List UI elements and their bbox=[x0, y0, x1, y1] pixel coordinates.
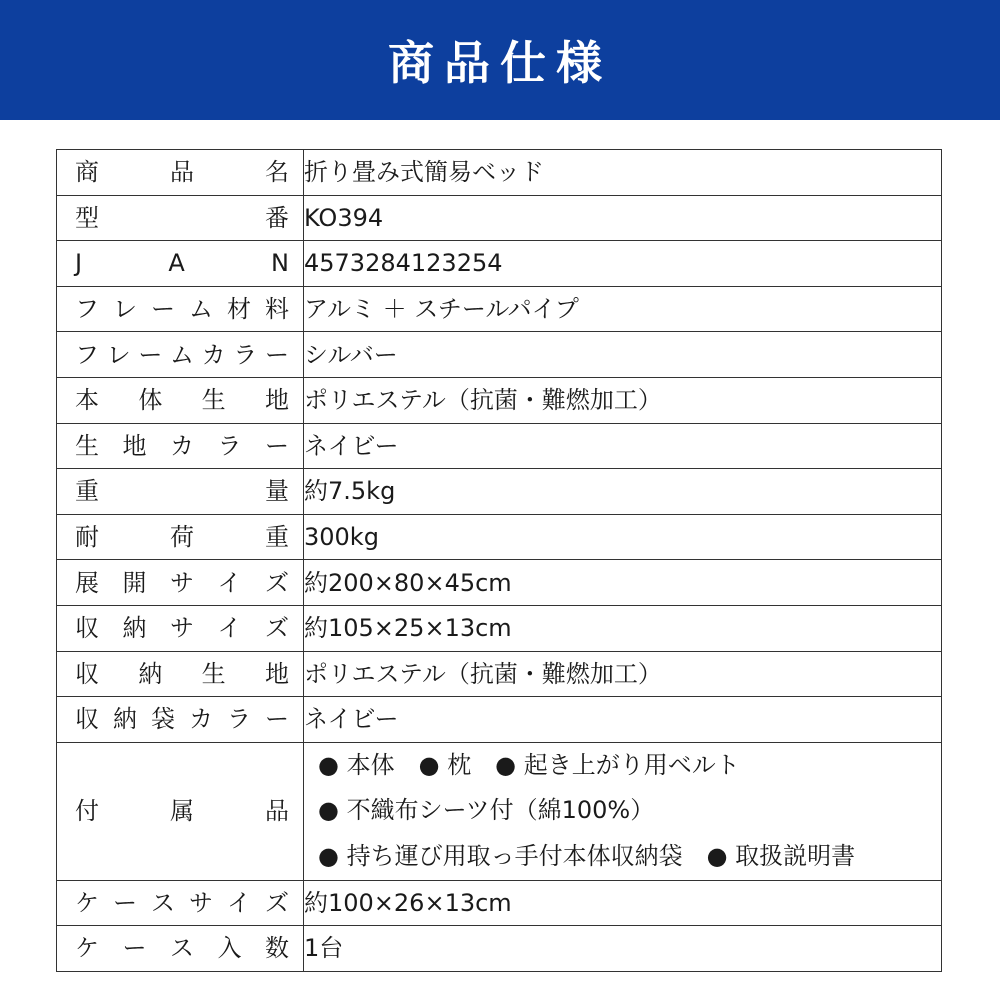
spec-row bbox=[57, 150, 942, 196]
spec-label-char: ラ bbox=[227, 705, 251, 734]
spec-row bbox=[57, 560, 942, 606]
spec-label-char: ム bbox=[169, 340, 194, 369]
spec-label-char: ー bbox=[138, 340, 163, 369]
spec-value bbox=[304, 241, 942, 287]
spec-label-char: サ bbox=[170, 568, 194, 597]
spec-label-char: 納 bbox=[113, 705, 137, 734]
spec-label-text bbox=[57, 477, 303, 506]
spec-value-text: 約200×80×45cm bbox=[304, 568, 512, 597]
spec-label-char: 重 bbox=[75, 477, 99, 506]
spec-value bbox=[304, 423, 942, 469]
spec-row bbox=[57, 651, 942, 697]
spec-label-char: 耐 bbox=[75, 523, 99, 552]
spec-label-char: 展 bbox=[75, 568, 99, 597]
spec-label-char: ス bbox=[151, 888, 175, 917]
spec-row-accessories bbox=[57, 742, 942, 880]
spec-row bbox=[57, 377, 942, 423]
spec-label-char: 番 bbox=[265, 203, 289, 232]
spec-label-char: フ bbox=[75, 340, 99, 369]
spec-label-char: カ bbox=[201, 340, 226, 369]
spec-label-char: 生 bbox=[75, 431, 99, 460]
spec-label-char: 数 bbox=[265, 934, 289, 963]
spec-label-char: カ bbox=[189, 705, 213, 734]
spec-row bbox=[57, 332, 942, 378]
spec-value bbox=[304, 880, 942, 926]
spec-label-char: 地 bbox=[122, 431, 147, 460]
spec-label bbox=[57, 469, 304, 515]
spec-value bbox=[304, 332, 942, 378]
spec-label-char: サ bbox=[170, 614, 194, 643]
spec-value bbox=[304, 697, 942, 743]
spec-label-char: N bbox=[271, 249, 289, 278]
spec-label-char: 生 bbox=[201, 386, 226, 415]
spec-label-char: 地 bbox=[264, 659, 289, 688]
spec-label-char: ラ bbox=[217, 431, 242, 460]
spec-table bbox=[56, 149, 942, 972]
spec-row bbox=[57, 880, 942, 926]
spec-label-char: 商 bbox=[75, 158, 99, 187]
header-banner bbox=[0, 0, 1000, 120]
spec-label-text bbox=[57, 659, 303, 688]
spec-value-text: ポリエステル（抗菌・難燃加工） bbox=[304, 659, 662, 688]
spec-label-text bbox=[57, 203, 303, 232]
spec-label bbox=[57, 514, 304, 560]
spec-label bbox=[57, 286, 304, 332]
accessory-line: ● 不織布シーツ付（綿100%） bbox=[318, 796, 655, 825]
spec-label-char: フ bbox=[75, 295, 99, 324]
spec-label-char: ム bbox=[189, 295, 213, 324]
spec-label-text bbox=[57, 568, 303, 597]
spec-label bbox=[57, 926, 304, 972]
spec-label-char: ズ bbox=[265, 568, 289, 597]
spec-label-char: 量 bbox=[265, 477, 289, 506]
spec-label bbox=[57, 605, 304, 651]
spec-value bbox=[304, 514, 942, 560]
spec-label bbox=[57, 241, 304, 287]
spec-label-char: 本 bbox=[75, 386, 99, 415]
spec-value bbox=[304, 377, 942, 423]
spec-label-char: ス bbox=[170, 934, 194, 963]
spec-label-text bbox=[57, 431, 303, 460]
spec-label-char: 材 bbox=[227, 295, 251, 324]
spec-value-text: ネイビー bbox=[304, 705, 399, 734]
spec-value-text: 約7.5kg bbox=[304, 477, 396, 506]
spec-value-text: 折り畳み式簡易ベッド bbox=[304, 158, 544, 187]
spec-label-char: 名 bbox=[265, 158, 289, 187]
spec-value bbox=[304, 286, 942, 332]
spec-label bbox=[57, 150, 304, 196]
spec-value-text: 約105×25×13cm bbox=[304, 614, 512, 643]
spec-label bbox=[57, 651, 304, 697]
spec-value bbox=[304, 150, 942, 196]
spec-label-char: 生 bbox=[201, 659, 226, 688]
spec-label-char: 開 bbox=[122, 568, 147, 597]
spec-row bbox=[57, 605, 942, 651]
page-title: 商品仕様 bbox=[388, 36, 612, 90]
spec-label bbox=[57, 742, 304, 880]
spec-value-text: アルミ ＋ スチールパイプ bbox=[304, 295, 579, 324]
spec-label-char: 納 bbox=[122, 614, 147, 643]
spec-label-text bbox=[57, 614, 303, 643]
spec-value bbox=[304, 469, 942, 515]
spec-value-text: 1台 bbox=[304, 934, 344, 963]
spec-label-text bbox=[57, 158, 303, 187]
spec-label-char: 荷 bbox=[170, 523, 194, 552]
spec-value-text: 300kg bbox=[304, 523, 379, 552]
spec-label-char: 重 bbox=[265, 523, 289, 552]
spec-value-text: KO394 bbox=[304, 203, 384, 232]
spec-label-char: ズ bbox=[265, 614, 289, 643]
spec-label-text bbox=[57, 249, 303, 278]
spec-label-char: ー bbox=[265, 431, 289, 460]
spec-label-char: 収 bbox=[75, 659, 99, 688]
spec-label-char: 地 bbox=[264, 386, 289, 415]
spec-label-text bbox=[57, 295, 303, 324]
spec-label-char: 付 bbox=[75, 797, 99, 826]
spec-label bbox=[57, 423, 304, 469]
spec-label-char: レ bbox=[106, 340, 131, 369]
spec-label bbox=[57, 332, 304, 378]
spec-label-char: 属 bbox=[170, 797, 194, 826]
accessory-line: ● 本体 ● 枕 ● 起き上がり用ベルト bbox=[318, 750, 740, 779]
spec-label-char: 納 bbox=[138, 659, 163, 688]
spec-label-char: カ bbox=[170, 431, 194, 460]
spec-value bbox=[304, 195, 942, 241]
spec-label-text bbox=[57, 888, 303, 917]
spec-label bbox=[57, 560, 304, 606]
spec-value-text: ネイビー bbox=[304, 431, 399, 460]
spec-row bbox=[57, 241, 942, 287]
spec-row bbox=[57, 195, 942, 241]
spec-row bbox=[57, 469, 942, 515]
spec-label bbox=[57, 697, 304, 743]
spec-row bbox=[57, 286, 942, 332]
spec-label-char: 収 bbox=[75, 614, 99, 643]
spec-label-char: 袋 bbox=[151, 705, 175, 734]
spec-label-text bbox=[57, 705, 303, 734]
spec-label-text bbox=[57, 340, 303, 369]
spec-label-char: ラ bbox=[233, 340, 258, 369]
spec-label-char: ケ bbox=[75, 934, 99, 963]
spec-label-text bbox=[57, 386, 303, 415]
spec-label-char: 収 bbox=[75, 705, 99, 734]
spec-label-char: イ bbox=[227, 888, 251, 917]
spec-row bbox=[57, 423, 942, 469]
spec-label-char: レ bbox=[113, 295, 137, 324]
spec-label-text bbox=[57, 934, 303, 963]
spec-value bbox=[304, 560, 942, 606]
spec-label-char: ー bbox=[151, 295, 175, 324]
spec-label bbox=[57, 195, 304, 241]
spec-value bbox=[304, 926, 942, 972]
spec-label-char: 品 bbox=[265, 797, 289, 826]
spec-label-char: 入 bbox=[217, 934, 242, 963]
spec-label-text bbox=[57, 523, 303, 552]
spec-label bbox=[57, 377, 304, 423]
spec-label-text bbox=[57, 797, 303, 826]
spec-value-text: シルバー bbox=[304, 340, 398, 369]
spec-row bbox=[57, 697, 942, 743]
spec-value bbox=[304, 651, 942, 697]
spec-label-char: ー bbox=[265, 705, 289, 734]
spec-label-char: A bbox=[168, 249, 185, 278]
spec-label bbox=[57, 880, 304, 926]
spec-label-char: 型 bbox=[75, 203, 99, 232]
accessory-line: ● 持ち運び用取っ手付本体収納袋 ● 取扱説明書 bbox=[318, 841, 856, 870]
spec-value-text: 約100×26×13cm bbox=[304, 888, 512, 917]
spec-label-char: J bbox=[75, 249, 83, 278]
spec-label-char: 料 bbox=[265, 295, 289, 324]
spec-row bbox=[57, 926, 942, 972]
spec-label-char: イ bbox=[217, 568, 242, 597]
spec-label-char: 品 bbox=[170, 158, 194, 187]
spec-label-char: ズ bbox=[265, 888, 289, 917]
spec-value-text: ポリエステル（抗菌・難燃加工） bbox=[304, 386, 662, 415]
spec-label-char: イ bbox=[217, 614, 242, 643]
spec-label-char: ー bbox=[264, 340, 289, 369]
spec-row bbox=[57, 514, 942, 560]
spec-value bbox=[304, 605, 942, 651]
accessories-list bbox=[304, 742, 942, 880]
spec-label-char: ー bbox=[122, 934, 147, 963]
spec-label-char: ー bbox=[113, 888, 137, 917]
spec-label-char: サ bbox=[189, 888, 213, 917]
spec-label-char: 体 bbox=[138, 386, 163, 415]
spec-value-text: 4573284123254 bbox=[304, 249, 503, 278]
spec-label-char: ケ bbox=[75, 888, 99, 917]
